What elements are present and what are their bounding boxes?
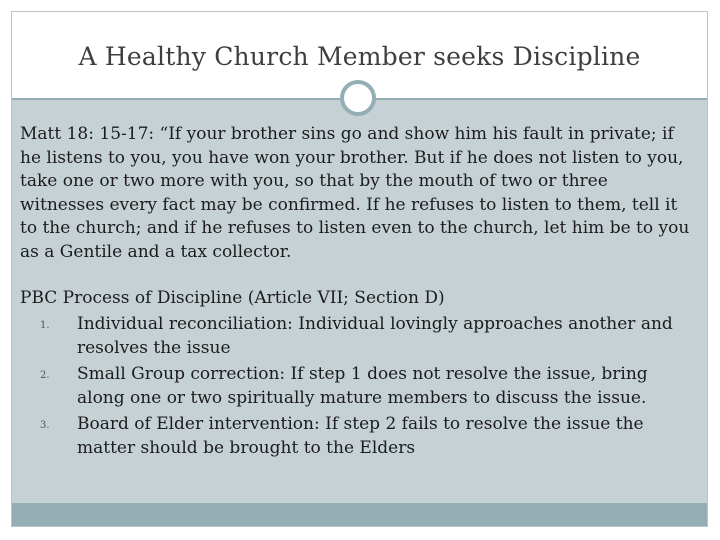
step-text: Board of Elder intervention: If step 2 fails to resolve the issue the matter should be brought to the Elders <box>77 414 644 458</box>
discipline-process <box>20 286 690 462</box>
step-number: 1. <box>40 320 50 331</box>
ring-ornament-icon <box>340 80 376 116</box>
step-number: 3. <box>40 420 50 431</box>
process-step-2 <box>20 362 690 410</box>
step-text: Small Group correction: If step 1 does not resolve the issue, bring along one or two spiritually mature members to discuss the issue. <box>77 364 648 408</box>
process-step-1 <box>20 312 690 360</box>
process-step-3 <box>20 412 690 460</box>
ring-ornament-center <box>347 87 369 109</box>
scripture-passage: Matt 18: 15-17: “If your brother sins go and show him his fault in private; if he listens to you, you have won your brother. But if he does not listen to you, take one or two more with you, so that by the mouth of two or three witnesses every fact may be confirmed. If he refuses to listen to them, tell it to the church; and if he refuses to listen even to the church, let him be to you as a Gentile and a tax collector. <box>20 124 690 262</box>
step-text: Individual reconciliation: Individual lovingly approaches another and resolves the issue <box>77 314 673 358</box>
footer-bar <box>12 503 707 527</box>
slide-title: A Healthy Church Member seeks Discipline <box>78 42 641 71</box>
process-heading: PBC Process of Discipline (Article VII; Section D) <box>20 288 445 308</box>
step-number: 2. <box>40 370 50 381</box>
